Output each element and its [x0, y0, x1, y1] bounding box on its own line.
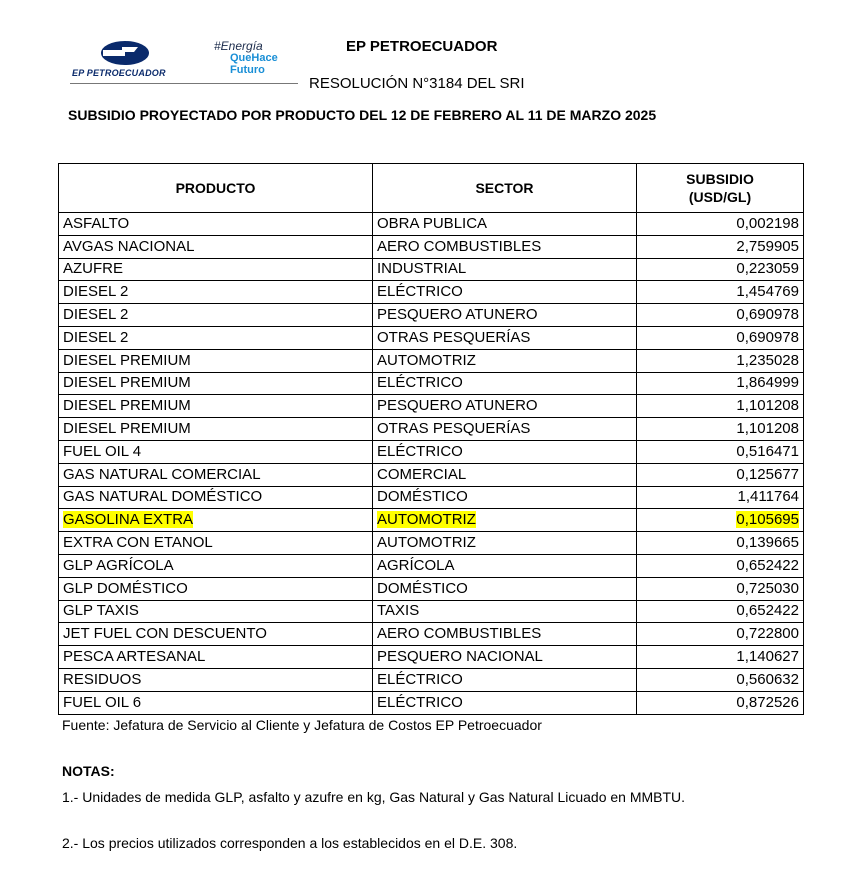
cell-subsidy	[637, 440, 804, 463]
table-row	[59, 235, 804, 258]
cell-sector-text: OTRAS PESQUERÍAS	[377, 328, 531, 346]
cell-sector	[373, 486, 637, 509]
cell-subsidy-text: 0,652422	[736, 602, 799, 620]
cell-sector-text: AUTOMOTRIZ	[377, 511, 476, 529]
cell-product-text: ASFALTO	[63, 214, 130, 232]
table-row	[59, 623, 804, 646]
cell-product-text: GAS NATURAL DOMÉSTICO	[63, 488, 263, 506]
cell-product-text: FUEL OIL 6	[63, 693, 142, 711]
cell-sector-text: DOMÉSTICO	[377, 488, 468, 506]
cell-product	[59, 418, 373, 441]
cell-product-text: EXTRA CON ETANOL	[63, 534, 213, 552]
cell-product-text: AZUFRE	[63, 260, 123, 278]
subsidy-table	[58, 163, 804, 715]
cell-sector	[373, 372, 637, 395]
table-row	[59, 281, 804, 304]
cell-subsidy	[637, 600, 804, 623]
cell-sector-text: ELÉCTRICO	[377, 374, 463, 392]
document-title: SUBSIDIO PROYECTADO POR PRODUCTO DEL 12 DE FEBRERO AL 11 DE MARZO 2025	[68, 107, 657, 123]
cell-sector	[373, 623, 637, 646]
cell-sector-text: OBRA PUBLICA	[377, 214, 488, 232]
cell-sector	[373, 668, 637, 691]
table-row	[59, 668, 804, 691]
cell-subsidy-text: 0,872526	[736, 693, 799, 711]
cell-product	[59, 372, 373, 395]
cell-subsidy-text: 1,101208	[736, 397, 799, 415]
cell-sector-text: ELÉCTRICO	[377, 670, 463, 688]
cell-product-text: GLP DOMÉSTICO	[63, 579, 188, 597]
cell-subsidy-text: 0,105695	[736, 511, 799, 529]
table-row	[59, 600, 804, 623]
cell-subsidy	[637, 623, 804, 646]
cell-subsidy-text: 1,140627	[736, 648, 799, 666]
cell-sector-text: ELÉCTRICO	[377, 693, 463, 711]
cell-sector-text: ELÉCTRICO	[377, 283, 463, 301]
cell-subsidy-text: 1,411764	[737, 488, 799, 506]
cell-product-text: DIESEL 2	[63, 283, 129, 301]
cell-subsidy	[637, 463, 804, 486]
cell-sector-text: PESQUERO ATUNERO	[377, 306, 538, 324]
table-row	[59, 691, 804, 714]
table-row	[59, 349, 804, 372]
cell-subsidy	[637, 258, 804, 281]
cell-product	[59, 440, 373, 463]
cell-subsidy-text: 1,864999	[736, 374, 799, 392]
cell-subsidy-text: 0,652422	[736, 556, 799, 574]
cell-subsidy	[637, 486, 804, 509]
cell-sector	[373, 440, 637, 463]
cell-sector	[373, 326, 637, 349]
cell-sector	[373, 577, 637, 600]
cell-sector	[373, 532, 637, 555]
cell-product	[59, 486, 373, 509]
cell-product	[59, 668, 373, 691]
cell-product-text: DIESEL 2	[63, 328, 129, 346]
table-row	[59, 258, 804, 281]
cell-product-text: FUEL OIL 4	[63, 442, 142, 460]
cell-subsidy	[637, 418, 804, 441]
cell-subsidy-text: 0,560632	[736, 670, 799, 688]
tagline-line-3: Futuro	[230, 64, 265, 76]
cell-product-text: DIESEL PREMIUM	[63, 397, 191, 415]
table-header-row	[59, 164, 804, 213]
table-row	[59, 646, 804, 669]
cell-sector	[373, 349, 637, 372]
cell-subsidy	[637, 395, 804, 418]
table-row	[59, 554, 804, 577]
petroecuador-logo-icon	[70, 38, 180, 68]
cell-product	[59, 577, 373, 600]
cell-sector	[373, 258, 637, 281]
cell-sector	[373, 600, 637, 623]
cell-subsidy-text: 0,725030	[736, 579, 799, 597]
table-row	[59, 304, 804, 327]
notes-title: NOTAS:	[62, 763, 115, 779]
cell-subsidy-text: 0,516471	[736, 442, 799, 460]
table-row	[59, 326, 804, 349]
table-row	[59, 372, 804, 395]
cell-subsidy-text: 1,235028	[736, 351, 799, 369]
cell-product	[59, 349, 373, 372]
cell-sector	[373, 509, 637, 532]
cell-sector	[373, 418, 637, 441]
cell-sector-text: PESQUERO ATUNERO	[377, 397, 538, 415]
note-1: 1.- Unidades de medida GLP, asfalto y azufre en kg, Gas Natural y Gas Natural Licuado en MMBTU.	[62, 789, 686, 805]
cell-sector	[373, 554, 637, 577]
logo-wordmark: EP PETROECUADOR	[72, 68, 166, 78]
cell-product	[59, 646, 373, 669]
cell-subsidy-text: 0,139665	[736, 534, 799, 552]
cell-product	[59, 304, 373, 327]
cell-product-text: DIESEL PREMIUM	[63, 374, 191, 392]
cell-subsidy	[637, 304, 804, 327]
cell-product	[59, 623, 373, 646]
cell-sector-text: AERO COMBUSTIBLES	[377, 237, 542, 255]
cell-subsidy-text: 1,101208	[736, 420, 799, 438]
cell-subsidy	[637, 646, 804, 669]
cell-sector	[373, 304, 637, 327]
cell-sector-text: AUTOMOTRIZ	[377, 351, 476, 369]
tagline	[214, 40, 278, 76]
cell-subsidy-text: 0,223059	[736, 260, 799, 278]
cell-sector-text: TAXIS	[377, 602, 420, 620]
cell-product-text: DIESEL 2	[63, 306, 129, 324]
cell-sector-text: INDUSTRIAL	[377, 260, 467, 278]
cell-sector	[373, 691, 637, 714]
cell-sector-text: COMERCIAL	[377, 465, 467, 483]
cell-sector-text: AGRÍCOLA	[377, 556, 455, 574]
cell-subsidy	[637, 349, 804, 372]
table-row	[59, 486, 804, 509]
cell-subsidy-text: 2,759905	[736, 237, 799, 255]
cell-product-text: RESIDUOS	[63, 670, 142, 688]
cell-subsidy	[637, 668, 804, 691]
cell-product	[59, 463, 373, 486]
cell-product-text: GLP AGRÍCOLA	[63, 556, 174, 574]
cell-product	[59, 600, 373, 623]
cell-product	[59, 258, 373, 281]
cell-sector	[373, 395, 637, 418]
cell-subsidy	[637, 509, 804, 532]
cell-sector	[373, 281, 637, 304]
table-row	[59, 463, 804, 486]
cell-sector	[373, 235, 637, 258]
cell-subsidy-text: 0,722800	[736, 625, 799, 643]
cell-product-text: AVGAS NACIONAL	[63, 237, 195, 255]
column-header-subsidy: SUBSIDIO (USD/GL)	[637, 164, 804, 213]
cell-sector-text: AERO COMBUSTIBLES	[377, 625, 542, 643]
cell-sector-text: PESQUERO NACIONAL	[377, 648, 543, 666]
resolution-label: RESOLUCIÓN N°3184 DEL SRI	[309, 75, 525, 92]
cell-product	[59, 213, 373, 236]
cell-product	[59, 235, 373, 258]
cell-product	[59, 554, 373, 577]
cell-product	[59, 509, 373, 532]
table-row	[59, 395, 804, 418]
cell-product-text: JET FUEL CON DESCUENTO	[63, 625, 267, 643]
cell-sector	[373, 646, 637, 669]
table-row	[59, 440, 804, 463]
cell-sector-text: AUTOMOTRIZ	[377, 534, 476, 552]
cell-product-text: GLP TAXIS	[63, 602, 139, 620]
cell-product-text: DIESEL PREMIUM	[63, 420, 191, 438]
cell-subsidy	[637, 691, 804, 714]
note-2: 2.- Los precios utilizados corresponden a los establecidos en el D.E. 308.	[62, 835, 518, 851]
cell-subsidy	[637, 281, 804, 304]
tagline-line-2: QueHace	[230, 52, 278, 64]
cell-sector-text: OTRAS PESQUERÍAS	[377, 420, 531, 438]
table-body	[59, 213, 804, 715]
cell-subsidy-text: 0,690978	[736, 306, 799, 324]
column-header-sector: SECTOR	[373, 164, 637, 213]
cell-product	[59, 395, 373, 418]
cell-product-text: GASOLINA EXTRA	[63, 511, 194, 529]
column-header-product: PRODUCTO	[59, 164, 373, 213]
cell-subsidy-text: 0,125677	[736, 465, 799, 483]
table-row	[59, 509, 804, 532]
cell-sector-text: DOMÉSTICO	[377, 579, 468, 597]
header-divider	[70, 83, 298, 84]
table-row	[59, 532, 804, 555]
cell-subsidy-text: 0,690978	[736, 328, 799, 346]
company-name: EP PETROECUADOR	[346, 38, 498, 55]
cell-subsidy-text: 1,454769	[736, 283, 799, 301]
cell-subsidy	[637, 577, 804, 600]
cell-product	[59, 691, 373, 714]
cell-subsidy	[637, 213, 804, 236]
cell-product	[59, 281, 373, 304]
cell-product-text: GAS NATURAL COMERCIAL	[63, 465, 261, 483]
table-row	[59, 213, 804, 236]
cell-subsidy	[637, 372, 804, 395]
cell-sector	[373, 463, 637, 486]
cell-product-text: PESCA ARTESANAL	[63, 648, 206, 666]
cell-subsidy	[637, 554, 804, 577]
tagline-line-1: #Energía	[214, 39, 263, 53]
cell-subsidy	[637, 532, 804, 555]
table-row	[59, 418, 804, 441]
cell-product	[59, 326, 373, 349]
cell-subsidy-text: 0,002198	[736, 214, 799, 232]
cell-sector	[373, 213, 637, 236]
table-row	[59, 577, 804, 600]
cell-sector-text: ELÉCTRICO	[377, 442, 463, 460]
cell-product-text: DIESEL PREMIUM	[63, 351, 191, 369]
source-note: Fuente: Jefatura de Servicio al Cliente y Jefatura de Costos EP Petroecuador	[62, 717, 542, 733]
cell-product	[59, 532, 373, 555]
cell-subsidy	[637, 326, 804, 349]
cell-subsidy	[637, 235, 804, 258]
